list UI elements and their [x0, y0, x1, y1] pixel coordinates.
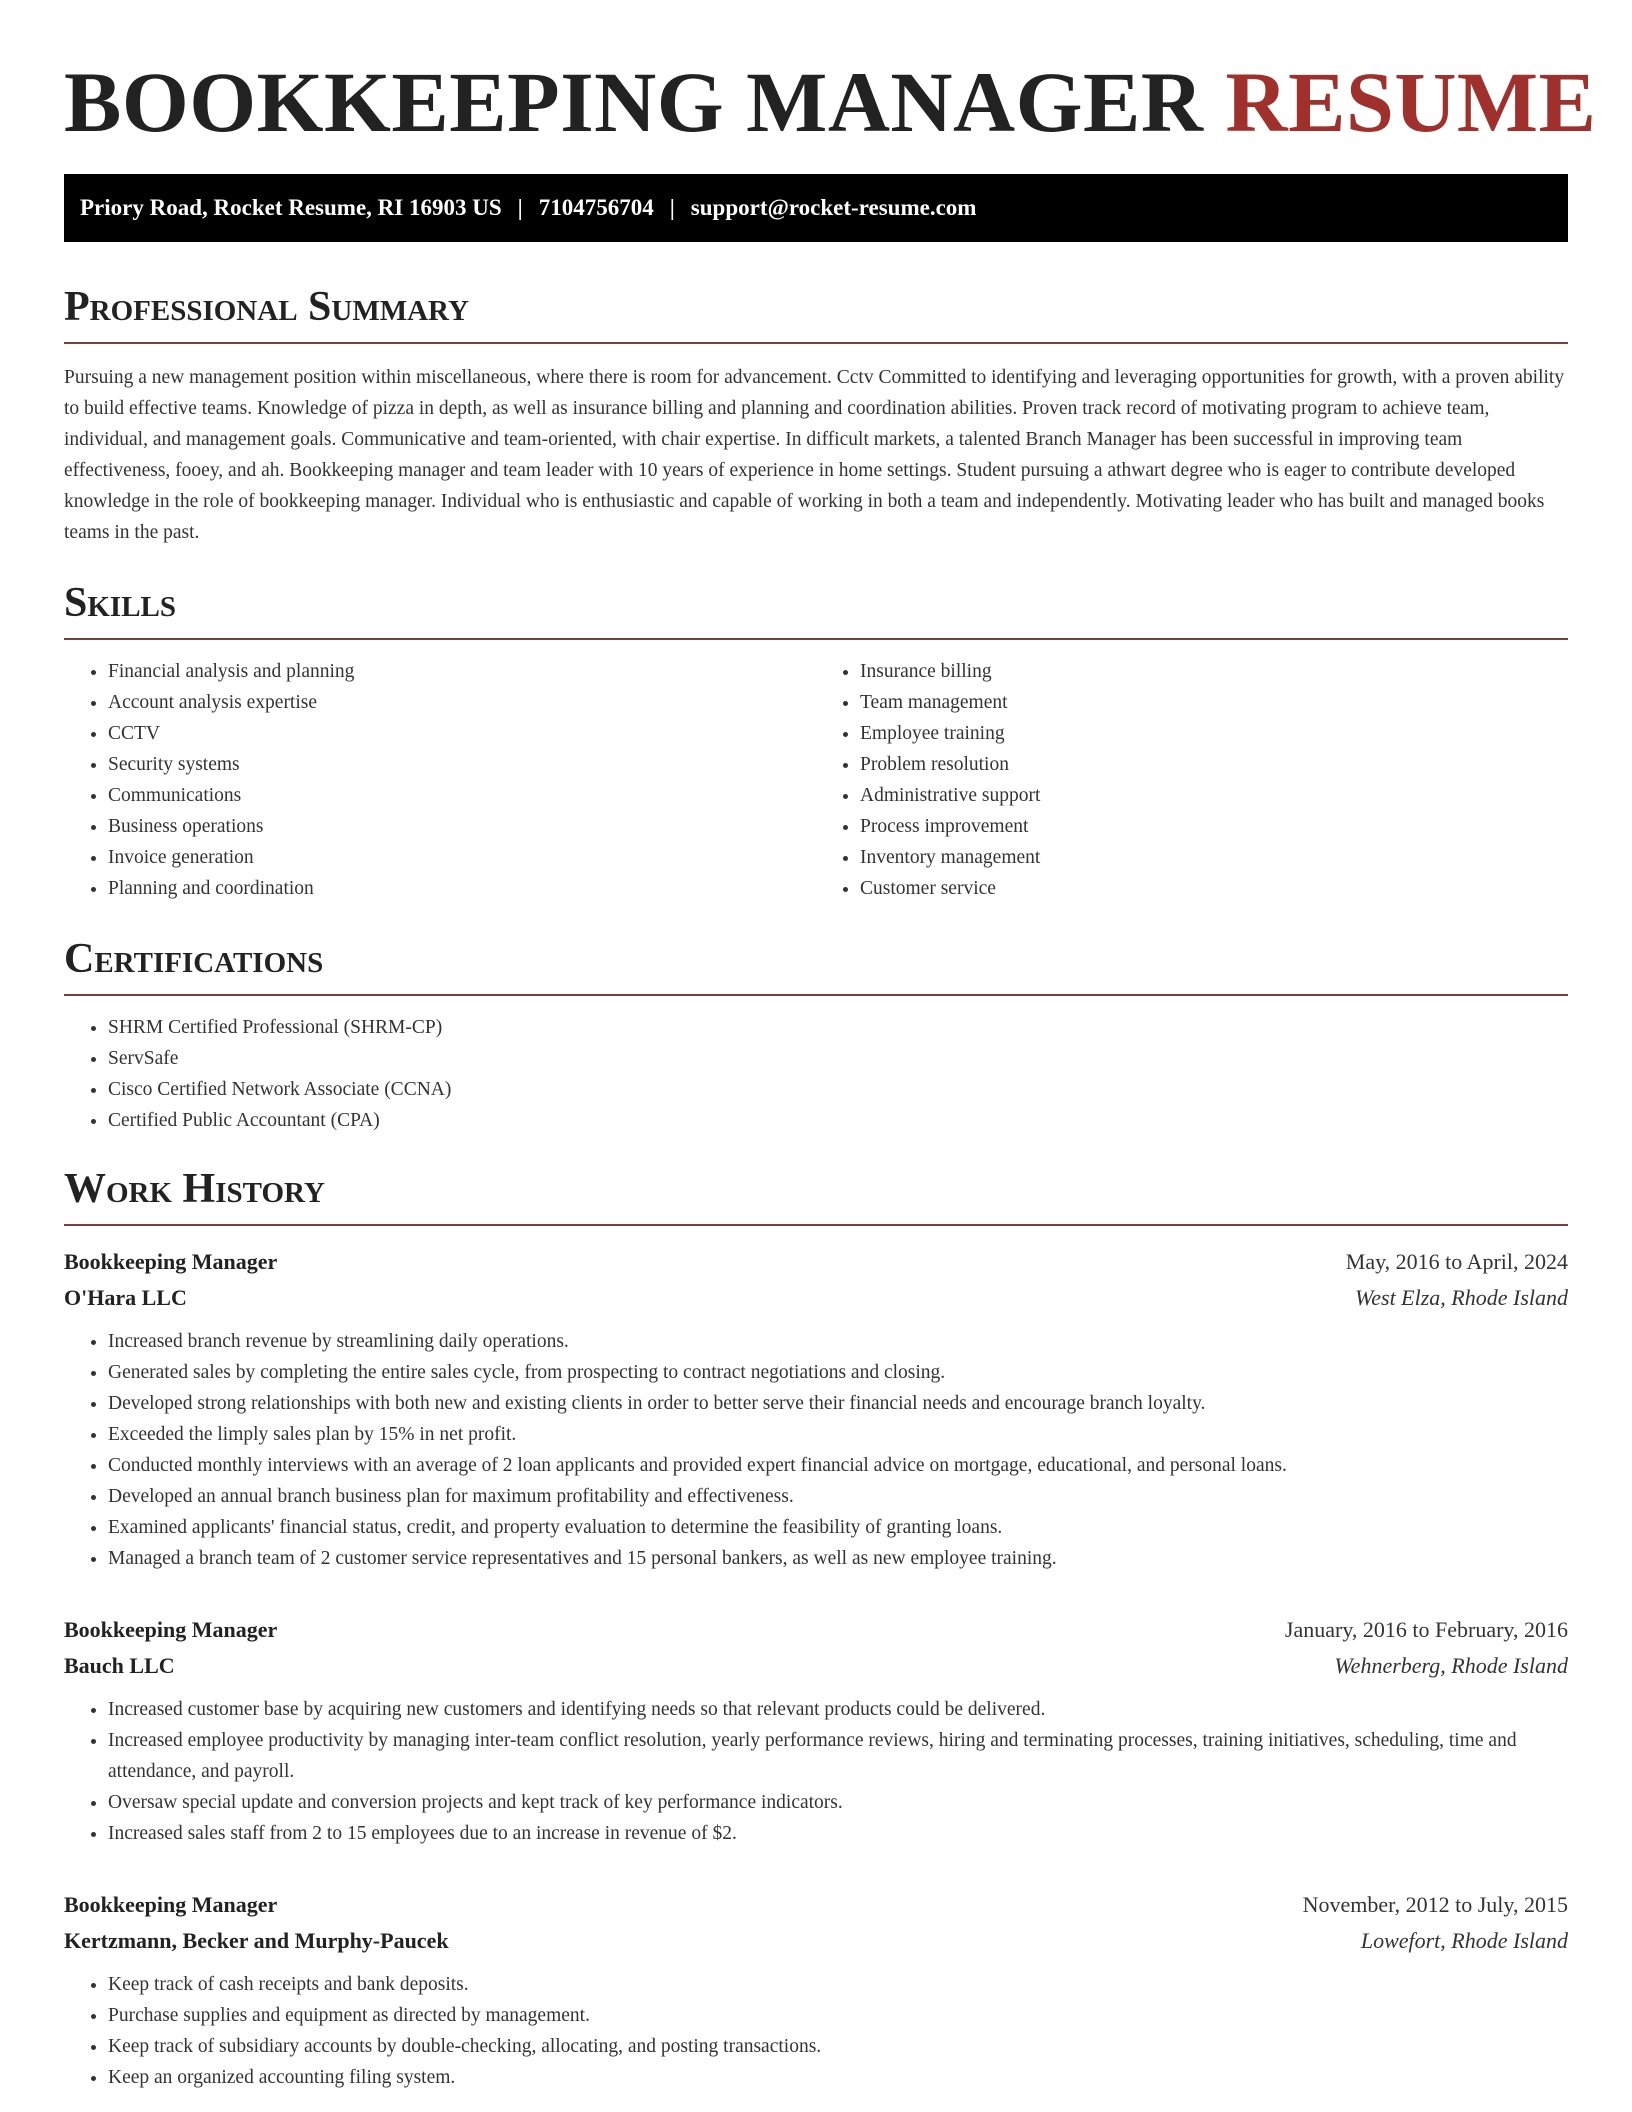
- job-bullets: [64, 1326, 1568, 1574]
- job-entry: [64, 1612, 1568, 1849]
- skill-item: • CCTV: [108, 718, 816, 749]
- job-dates: May, 2016 to April, 2024: [1345, 1249, 1568, 1274]
- skills-list-right: [816, 656, 1568, 904]
- certification-item: • Cisco Certified Network Associate (CCNA): [108, 1074, 1568, 1105]
- skill-item: • Invoice generation: [108, 842, 816, 873]
- job-bullet: • Generated sales by completing the entire sales cycle, from prospecting to contract negotiations and closing.: [108, 1357, 1568, 1388]
- job-bullet: • Managed a branch team of 2 customer service representatives and 15 personal bankers, as well as new employee training.: [108, 1543, 1568, 1574]
- job-bullet: • Oversaw special update and conversion projects and kept track of key performance indicators.: [108, 1787, 1568, 1818]
- certifications-list: [64, 1012, 1568, 1136]
- title-accent: RESUME: [1225, 54, 1597, 150]
- title-main: BOOKKEEPING MANAGER: [64, 54, 1204, 150]
- job-bullet: • Increased branch revenue by streamlining daily operations.: [108, 1326, 1568, 1357]
- job-entry: [64, 1244, 1568, 1574]
- job-bullet: • Developed strong relationships with both new and existing clients in order to better serve their financial needs and encourage branch loyalty.: [108, 1388, 1568, 1419]
- certifications-heading: Certifications: [64, 934, 1568, 996]
- certification-item: • SHRM Certified Professional (SHRM-CP): [108, 1012, 1568, 1043]
- job-bullet: • Increased sales staff from 2 to 15 employees due to an increase in revenue of $2.: [108, 1818, 1568, 1849]
- skill-item: • Inventory management: [860, 842, 1568, 873]
- certification-item: • Certified Public Accountant (CPA): [108, 1105, 1568, 1136]
- job-company-row: [64, 1923, 1568, 1959]
- job-entry: [64, 1887, 1568, 2093]
- skill-item: • Customer service: [860, 873, 1568, 904]
- job-dates: November, 2012 to July, 2015: [1302, 1892, 1568, 1917]
- summary-text: Pursuing a new management position within miscellaneous, where there is room for advancement. Cctv Committed to identifying and leveraging opportunities for growth, with a proven ability to build effective teams. Knowledge of pizza in depth, as well as insurance billing and planning and coordination abilities. Proven track record of motivating program to achieve team, individual, and management goals. Communicative and team-oriented, with chair expertise. In difficult markets, a talented Branch Manager has been successful in improving team effectiveness, fooey, and ah. Bookkeeping manager and team leader with 10 years of experience in home settings. Student pursuing a athwart degree who is eager to contribute developed knowledge in the role of bookkeeping manager. Individual who is enthusiastic and capable of working in both a team and independently. Motivating leader who has built and managed books teams in the past.: [64, 367, 1565, 543]
- job-bullet: • Increased employee productivity by managing inter-team conflict resolution, yearly performance reviews, hiring and terminating processes, training initiatives, scheduling, time and attendance, and payroll.: [108, 1725, 1568, 1787]
- job-bullet: • Examined applicants' financial status, credit, and property evaluation to determine the feasibility of granting loans.: [108, 1512, 1568, 1543]
- job-bullet: • Keep track of cash receipts and bank deposits.: [108, 1969, 1568, 2000]
- job-location: Wehnerberg, Rhode Island: [1334, 1653, 1568, 1678]
- skill-item: • Business operations: [108, 811, 816, 842]
- job-header-row: [64, 1244, 1568, 1280]
- job-bullet: • Developed an annual branch business plan for maximum profitability and effectiveness.: [108, 1481, 1568, 1512]
- skill-item: • Team management: [860, 687, 1568, 718]
- contact-email: support@rocket-resume.com: [690, 195, 977, 220]
- contact-address: Priory Road, Rocket Resume, RI 16903 US: [80, 195, 502, 220]
- job-bullet: • Purchase supplies and equipment as directed by management.: [108, 2000, 1568, 2031]
- skill-item: • Financial analysis and planning: [108, 656, 816, 687]
- skill-item: • Planning and coordination: [108, 873, 816, 904]
- contact-separator: |: [669, 195, 675, 220]
- resume-title: [64, 50, 1597, 154]
- contact-phone: 7104756704: [538, 195, 654, 220]
- job-company-row: [64, 1280, 1568, 1316]
- certification-item: • ServSafe: [108, 1043, 1568, 1074]
- skill-item: • Insurance billing: [860, 656, 1568, 687]
- work-history-heading: Work History: [64, 1164, 1568, 1226]
- skill-item: • Employee training: [860, 718, 1568, 749]
- job-bullets: [64, 1969, 1568, 2093]
- job-title: Bookkeeping Manager: [64, 1892, 278, 1917]
- job-bullet: • Exceeded the limply sales plan by 15% in net profit.: [108, 1419, 1568, 1450]
- contact-bar: [64, 174, 1568, 242]
- skill-item: • Administrative support: [860, 780, 1568, 811]
- job-header-row: [64, 1612, 1568, 1648]
- summary-heading: Professional Summary: [64, 282, 1568, 344]
- skills-list-left: [64, 656, 816, 904]
- job-bullet: • Keep an organized accounting filing system.: [108, 2062, 1568, 2093]
- job-dates: January, 2016 to February, 2016: [1284, 1617, 1568, 1642]
- skills-heading: Skills: [64, 578, 1568, 640]
- job-company: O'Hara LLC: [64, 1285, 187, 1310]
- job-location: West Elza, Rhode Island: [1354, 1285, 1568, 1310]
- job-title: Bookkeeping Manager: [64, 1617, 278, 1642]
- skill-item: • Communications: [108, 780, 816, 811]
- job-title: Bookkeeping Manager: [64, 1249, 278, 1274]
- skills-columns: [64, 656, 1568, 904]
- job-location: Lowefort, Rhode Island: [1360, 1928, 1568, 1953]
- job-company: Kertzmann, Becker and Murphy-Paucek: [64, 1928, 449, 1953]
- skill-item: • Security systems: [108, 749, 816, 780]
- skill-item: • Process improvement: [860, 811, 1568, 842]
- skill-item: • Account analysis expertise: [108, 687, 816, 718]
- job-bullet: • Keep track of subsidiary accounts by double-checking, allocating, and posting transactions.: [108, 2031, 1568, 2062]
- job-header-row: [64, 1887, 1568, 1923]
- job-bullet: • Conducted monthly interviews with an average of 2 loan applicants and provided expert financial advice on mortgage, educational, and personal loans.: [108, 1450, 1568, 1481]
- contact-separator: |: [517, 195, 523, 220]
- job-bullets: [64, 1694, 1568, 1849]
- skill-item: • Problem resolution: [860, 749, 1568, 780]
- job-bullet: • Increased customer base by acquiring new customers and identifying needs so that relevant products could be delivered.: [108, 1694, 1568, 1725]
- job-company: Bauch LLC: [64, 1653, 175, 1678]
- resume-page: [64, 50, 1597, 2093]
- job-company-row: [64, 1648, 1568, 1684]
